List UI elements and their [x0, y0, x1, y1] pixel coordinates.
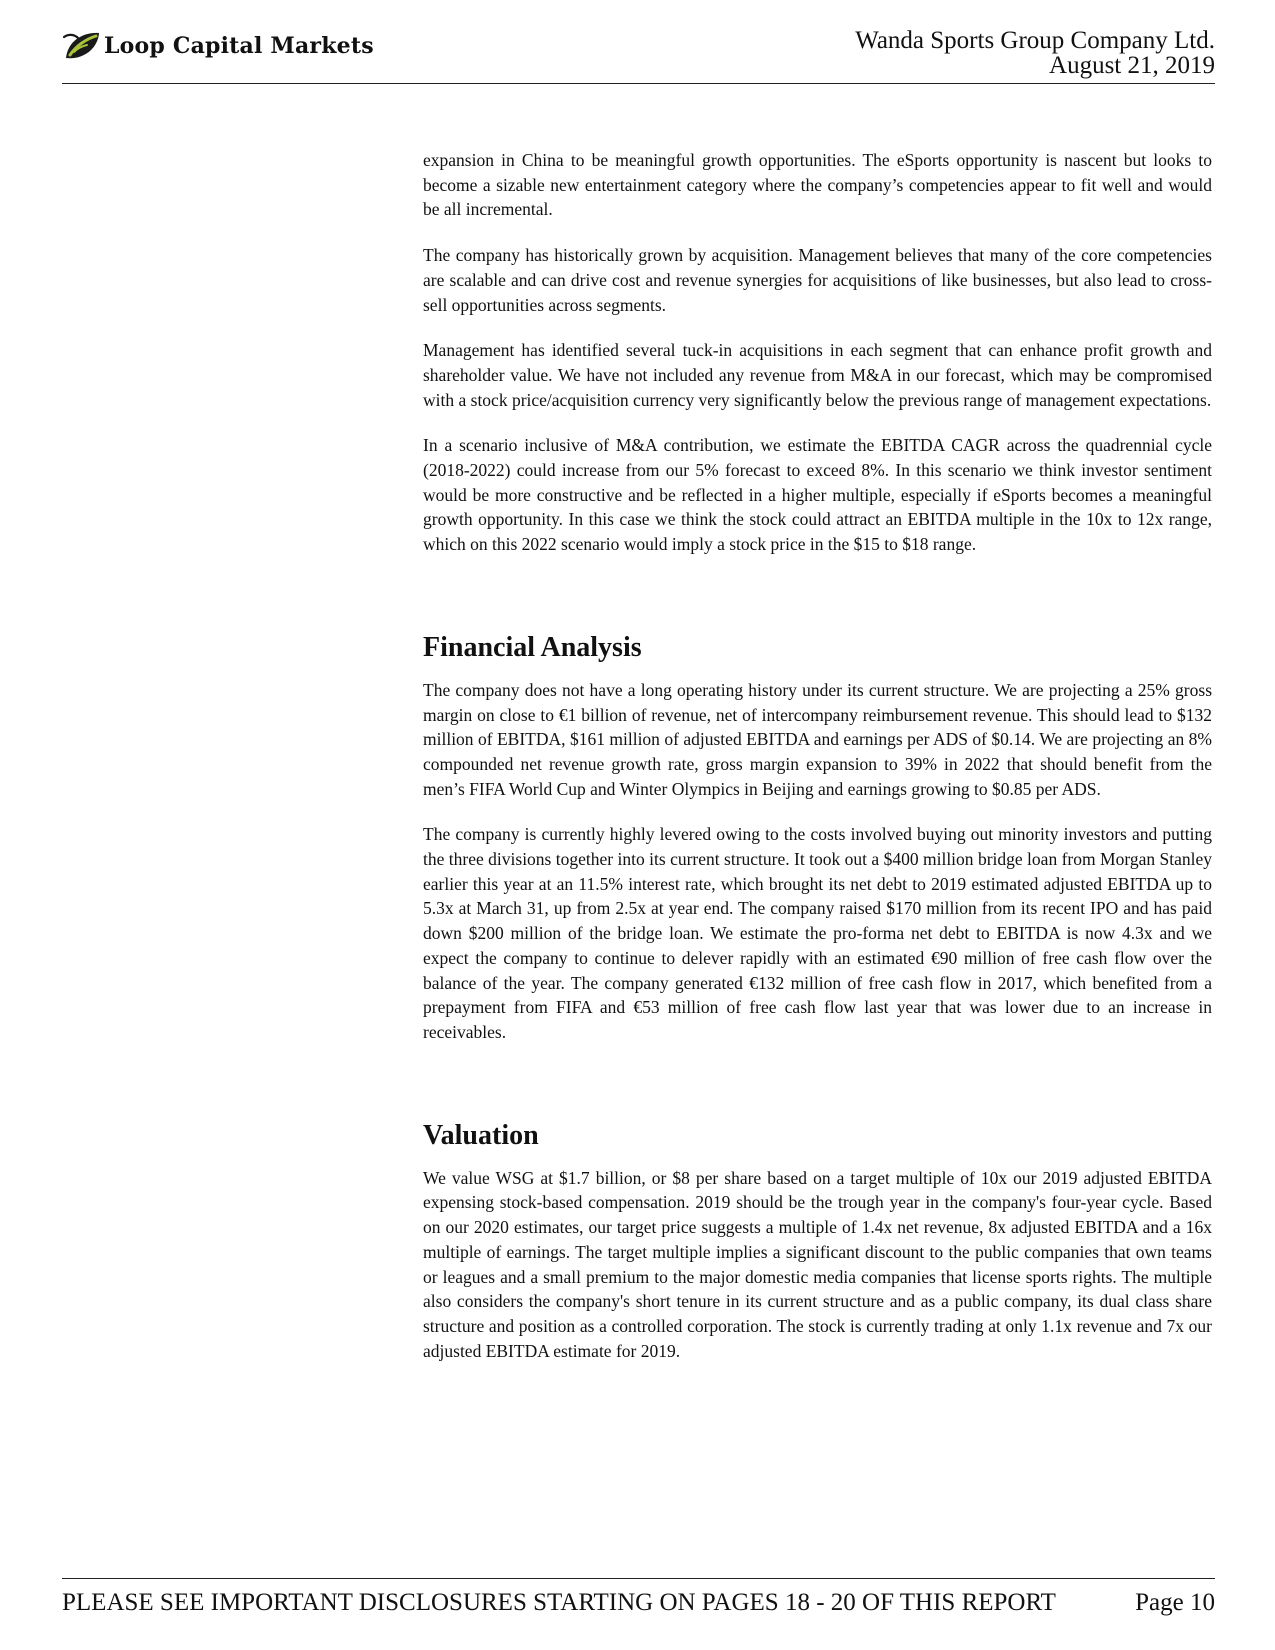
body-paragraph: Management has identified several tuck-in acquisitions in each segment that can enhance profit growth and shareholder value. We have not included any revenue from M&A in our forecast, which may be compromised with a stock price/acquisition currency very significantly below the previous range of management expectations.: [423, 340, 1212, 410]
body-paragraph: We value WSG at $1.7 billion, or $8 per share based on a target multiple of 10x our 2019 adjusted EBITDA expensing stock-based compensation. 2019 should be the trough year in the company's four-year cycle. Based on our 2020 estimates, our target price suggests a multiple of 1.4x net revenue, 8x adjusted EBITDA and a 16x multiple of earnings. The target multiple implies a significant discount to the public companies that own teams or leagues and a small premium to the major domestic media companies that license sports rights. The multiple also considers the company's short tenure in its current structure and as a public company, its dual class share structure and position as a controlled corporation. The stock is currently trading at only 1.1x revenue and 7x our adjusted EBITDA estimate for 2019.: [423, 1167, 1212, 1361]
company-name: Wanda Sports Group Company Ltd.: [855, 27, 1215, 54]
logo-text: Loop Capital Markets: [104, 33, 374, 59]
report-date: August 21, 2019: [1049, 52, 1215, 79]
report-content: [423, 148, 1212, 1384]
company-logo: [62, 28, 374, 64]
section-heading-valuation: Valuation: [423, 1119, 539, 1151]
body-paragraph: The company has historically grown by acquisition. Management believes that many of the core competencies are scalable and can drive cost and revenue synergies for acquisitions of like businesses, but also lead to cross-sell opportunities across segments.: [423, 245, 1212, 315]
disclosure-notice: PLEASE SEE IMPORTANT DISCLOSURES STARTING ON PAGES 18 - 20 OF THIS REPORT: [62, 1589, 1056, 1616]
page-footer: [62, 1578, 1215, 1618]
page-number: Page 10: [1135, 1589, 1215, 1616]
body-paragraph: expansion in China to be meaningful growth opportunities. The eSports opportunity is nascent but looks to become a sizable new entertainment category where the company’s competencies appear to fit well and would be all incremental.: [423, 150, 1212, 220]
body-paragraph: In a scenario inclusive of M&A contribution, we estimate the EBITDA CAGR across the quadrennial cycle (2018-2022) could increase from our 5% forecast to exceed 8%. In this scenario we think investor sentiment would be more constructive and be reflected in a higher multiple, especially if eSports becomes a meaningful growth opportunity. In this case we think the stock could attract an EBITDA multiple in the 10x to 12x range, which on this 2022 scenario would imply a stock price in the $15 to $18 range.: [423, 435, 1212, 555]
section-spacer: [423, 1066, 1212, 1120]
section-heading-financial-analysis: Financial Analysis: [423, 631, 642, 663]
body-paragraph: The company is currently highly levered owing to the costs involved buying out minority investors and putting the three divisions together into its current structure. It took out a $400 million bridge loan from Morgan Stanley earlier this year at an 11.5% interest rate, which brought its net debt to 2019 estimated adjusted EBITDA up to 5.3x at March 31, up from 2.5x at year end. The company raised $170 million from its recent IPO and has paid down $200 million of the bridge loan. We estimate the pro-forma net debt to EBITDA is now 4.3x and we expect the company to continue to delever rapidly with an estimated €90 million of free cash flow over the balance of the year. The company generated €132 million of free cash flow in 2017, which benefited from a prepayment from FIFA and €53 million of free cash flow last year that was lower due to an increase in receivables.: [423, 824, 1212, 1042]
header-info: [855, 28, 1215, 78]
body-paragraph: The company does not have a long operating history under its current structure. We are projecting a 25% gross margin on close to €1 billion of revenue, net of intercompany reimbursement revenue. This should lead to $132 million of EBITDA, $161 million of adjusted EBITDA and earnings per ADS of $0.14. We are projecting an 8% compounded net revenue growth rate, gross margin expansion to 39% in 2022 that should benefit from the men’s FIFA World Cup and Winter Olympics in Beijing and earnings growing to $0.85 per ADS.: [423, 679, 1212, 799]
page-header: [62, 0, 1215, 84]
leaf-logo-icon: [62, 28, 102, 64]
section-spacer: [423, 578, 1212, 632]
